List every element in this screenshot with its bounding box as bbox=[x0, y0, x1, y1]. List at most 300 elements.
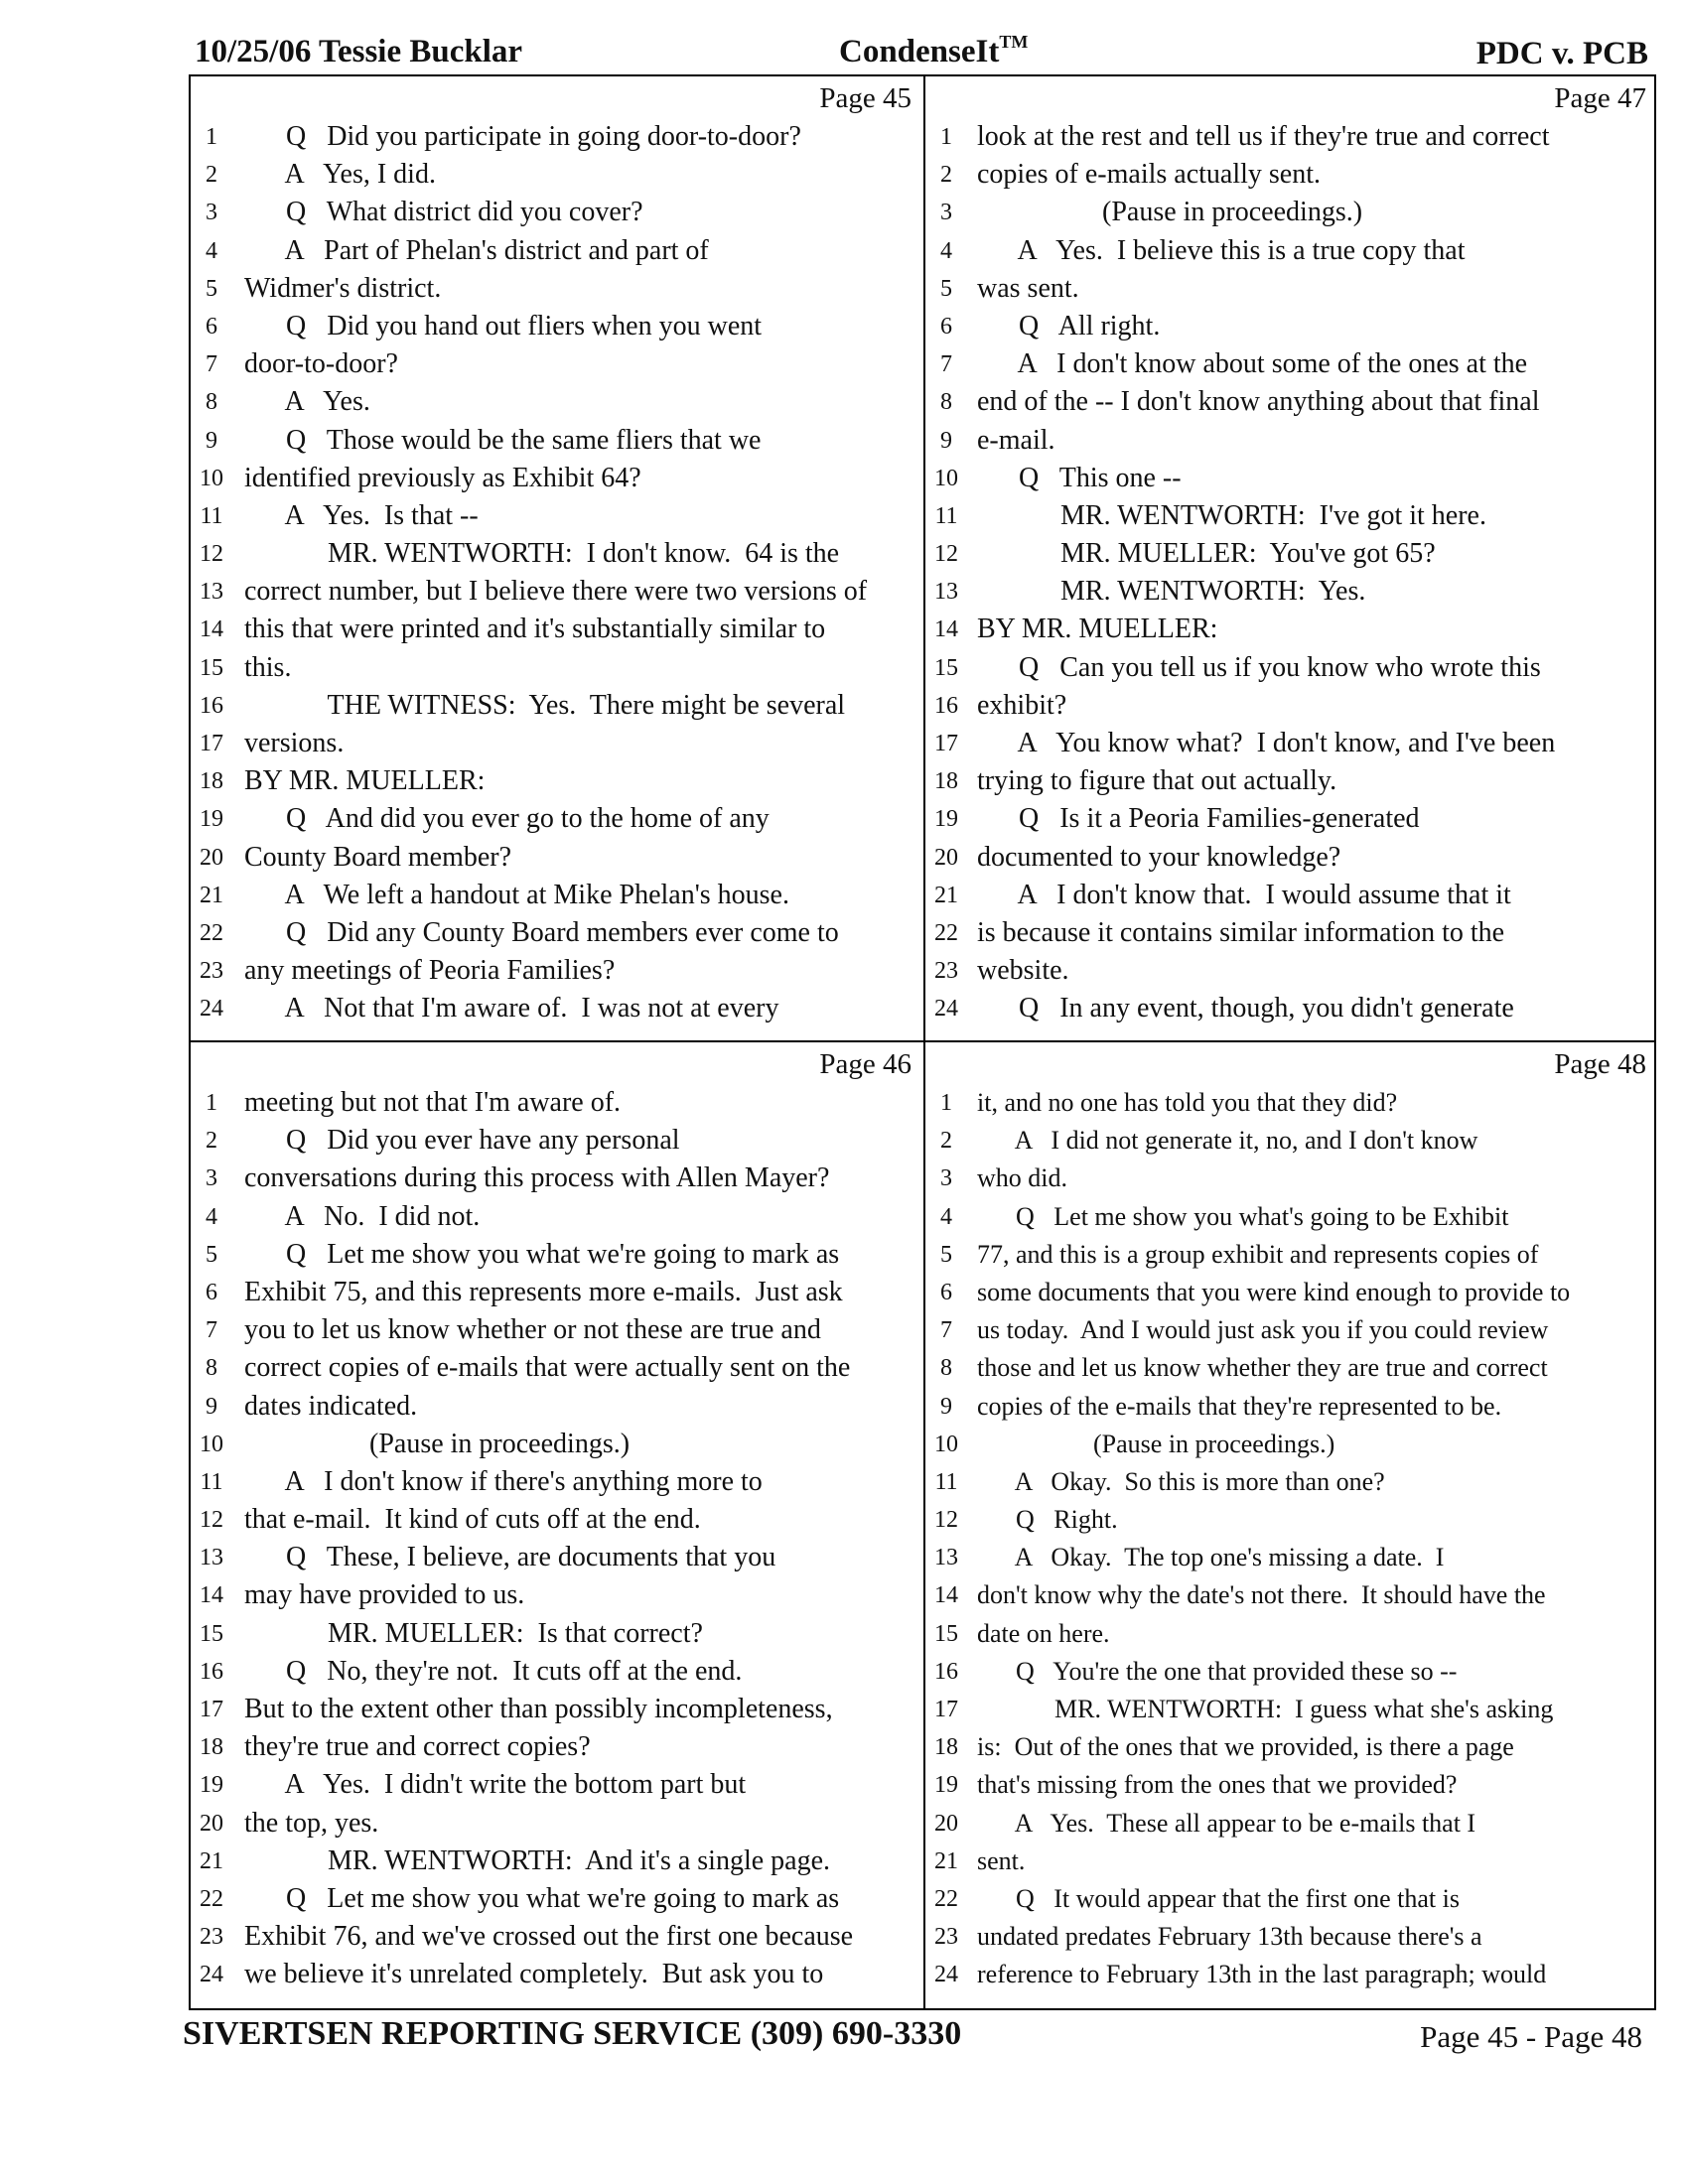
transcript-line bbox=[191, 460, 923, 497]
line-text: 77, and this is a group exhibit and represents copies of bbox=[977, 1239, 1539, 1269]
transcript-line bbox=[925, 611, 1658, 648]
line-text: us today. And I would just ask you if you could review bbox=[977, 1315, 1549, 1345]
line-number: 18 bbox=[200, 1734, 223, 1761]
line-text: A I don't know about some of the ones at the bbox=[977, 348, 1528, 380]
line-text: (Pause in proceedings.) bbox=[977, 197, 1363, 228]
line-number: 11 bbox=[934, 502, 958, 529]
line-number: 17 bbox=[200, 1697, 223, 1722]
line-text: that e-mail. It kind of cuts off at the end. bbox=[244, 1504, 701, 1536]
transcript-line bbox=[191, 952, 923, 990]
transcript-line bbox=[191, 1843, 923, 1880]
line-number: 13 bbox=[200, 1545, 223, 1571]
transcript-line bbox=[925, 649, 1658, 687]
transcript-line bbox=[925, 1236, 1658, 1274]
line-text: Exhibit 76, and we've crossed out the first one because bbox=[244, 1921, 854, 1953]
transcript-line bbox=[925, 1766, 1658, 1804]
line-number: 8 bbox=[206, 389, 217, 416]
trademark-mark: TM bbox=[999, 32, 1029, 52]
transcript-line bbox=[925, 383, 1658, 421]
line-text: A Yes. I didn't write the bottom part but bbox=[244, 1769, 747, 1801]
transcript-line bbox=[191, 877, 923, 914]
transcript-line bbox=[191, 1349, 923, 1387]
line-number: 22 bbox=[200, 1885, 223, 1912]
transcript-line bbox=[925, 460, 1658, 497]
line-number: 16 bbox=[200, 692, 223, 719]
transcript-line bbox=[191, 345, 923, 383]
line-number: 11 bbox=[200, 502, 223, 529]
line-text: A Yes. Is that -- bbox=[244, 499, 479, 531]
line-number: 16 bbox=[200, 1658, 223, 1685]
line-text: Q All right. bbox=[977, 310, 1161, 341]
transcript-line bbox=[925, 232, 1658, 270]
line-text: end of the -- I don't know anything about that final bbox=[977, 386, 1540, 418]
transcript-line bbox=[191, 990, 923, 1027]
line-number: 24 bbox=[934, 996, 958, 1023]
line-text: who did. bbox=[977, 1163, 1067, 1193]
transcript-line bbox=[191, 1728, 923, 1766]
transcript-line bbox=[925, 1311, 1658, 1349]
line-number: 17 bbox=[200, 731, 223, 756]
transcript-page-panel bbox=[191, 76, 923, 1040]
line-number: 7 bbox=[940, 351, 952, 378]
line-number: 1 bbox=[206, 124, 217, 150]
line-number: 14 bbox=[934, 1582, 958, 1609]
transcript-line bbox=[925, 1691, 1658, 1728]
transcript-line bbox=[925, 1728, 1658, 1766]
line-number: 7 bbox=[206, 1317, 217, 1344]
transcript-page-panel bbox=[191, 1042, 923, 2008]
line-number: 24 bbox=[200, 1962, 223, 1988]
transcript-line bbox=[925, 1880, 1658, 1918]
line-text: MR. WENTWORTH: And it's a single page. bbox=[244, 1844, 831, 1876]
line-number: 2 bbox=[206, 162, 217, 189]
line-number: 9 bbox=[940, 1393, 952, 1420]
line-text: A Okay. So this is more than one? bbox=[977, 1466, 1385, 1496]
line-text: look at the rest and tell us if they're true and correct bbox=[977, 121, 1550, 152]
line-text: A We left a handout at Mike Phelan's house. bbox=[244, 879, 789, 910]
line-number: 11 bbox=[934, 1468, 958, 1495]
line-text: copies of the e-mails that they're represented to be. bbox=[977, 1391, 1502, 1421]
line-text: A Yes. I believe this is a true copy that bbox=[977, 234, 1466, 266]
line-text: Q What district did you cover? bbox=[244, 197, 643, 228]
line-number: 18 bbox=[934, 1734, 958, 1761]
header-product bbox=[839, 32, 1028, 70]
line-text: those and let us know whether they are true and correct bbox=[977, 1353, 1548, 1383]
line-number: 6 bbox=[206, 1279, 217, 1305]
transcript-line bbox=[925, 497, 1658, 535]
transcript-line bbox=[925, 422, 1658, 460]
reporting-service: SIVERTSEN REPORTING SERVICE (309) 690-3330 bbox=[183, 2015, 962, 2052]
line-text: Q Did any County Board members ever come to bbox=[244, 916, 839, 948]
transcript-lines bbox=[925, 1084, 1658, 1994]
line-number: 9 bbox=[940, 427, 952, 454]
transcript-line bbox=[925, 1198, 1658, 1236]
line-number: 2 bbox=[940, 1128, 952, 1155]
line-text: some documents that you were kind enough to provide to bbox=[977, 1277, 1571, 1306]
transcript-line bbox=[191, 649, 923, 687]
line-number: 24 bbox=[200, 996, 223, 1023]
transcript-line bbox=[191, 1388, 923, 1426]
line-number: 5 bbox=[206, 275, 217, 302]
transcript-line bbox=[925, 914, 1658, 952]
transcript-line bbox=[191, 232, 923, 270]
page-number-label: Page 47 bbox=[1554, 82, 1646, 114]
line-text: County Board member? bbox=[244, 841, 512, 873]
transcript-lines bbox=[925, 118, 1658, 1028]
transcript-line bbox=[191, 1576, 923, 1614]
transcript-line bbox=[191, 156, 923, 194]
line-number: 6 bbox=[940, 1279, 952, 1305]
line-number: 3 bbox=[940, 200, 952, 226]
transcript-line bbox=[191, 535, 923, 573]
line-number: 7 bbox=[940, 1317, 952, 1344]
transcript-line bbox=[925, 1122, 1658, 1160]
line-text: Q These, I believe, are documents that you bbox=[244, 1542, 776, 1573]
line-number: 1 bbox=[940, 1090, 952, 1116]
line-number: 20 bbox=[200, 1810, 223, 1837]
line-text: Q Can you tell us if you know who wrote this bbox=[977, 651, 1541, 683]
line-number: 6 bbox=[206, 313, 217, 340]
transcript-line bbox=[191, 1236, 923, 1274]
line-text: A Part of Phelan's district and part of bbox=[244, 234, 709, 266]
page-number-label: Page 46 bbox=[819, 1048, 912, 1080]
header-date-witness: 10/25/06 Tessie Bucklar bbox=[195, 34, 523, 69]
line-number: 12 bbox=[200, 1507, 223, 1534]
line-text: this. bbox=[244, 651, 292, 683]
transcript-line bbox=[191, 1539, 923, 1576]
transcript-line bbox=[925, 1918, 1658, 1956]
transcript-grid bbox=[189, 74, 1656, 2010]
transcript-line bbox=[925, 194, 1658, 231]
transcript-line bbox=[191, 1311, 923, 1349]
line-text: A Not that I'm aware of. I was not at every bbox=[244, 993, 779, 1024]
transcript-line bbox=[925, 1349, 1658, 1387]
line-number: 19 bbox=[934, 1772, 958, 1799]
transcript-line bbox=[925, 725, 1658, 762]
line-number: 23 bbox=[934, 958, 958, 985]
page-number-label: Page 48 bbox=[1554, 1048, 1646, 1080]
line-text: A Yes. bbox=[244, 386, 370, 418]
transcript-line bbox=[925, 1843, 1658, 1880]
line-text: BY MR. MUELLER: bbox=[244, 765, 486, 797]
line-number: 16 bbox=[934, 1658, 958, 1685]
transcript-line bbox=[191, 914, 923, 952]
line-number: 24 bbox=[934, 1962, 958, 1988]
line-number: 12 bbox=[200, 541, 223, 568]
line-text: Q In any event, though, you didn't generate bbox=[977, 993, 1514, 1024]
line-number: 7 bbox=[206, 351, 217, 378]
line-number: 4 bbox=[206, 237, 217, 264]
line-number: 22 bbox=[200, 919, 223, 946]
line-text: e-mail. bbox=[977, 424, 1055, 456]
transcript-line bbox=[925, 156, 1658, 194]
footer-page-range: Page 45 - Page 48 bbox=[1420, 2019, 1642, 2054]
line-number: 15 bbox=[934, 654, 958, 681]
line-text: Q Did you hand out fliers when you went bbox=[244, 310, 763, 341]
line-number: 8 bbox=[206, 1355, 217, 1382]
line-text: A Okay. The top one's missing a date. I bbox=[977, 1543, 1445, 1572]
line-text: A No. I did not. bbox=[244, 1200, 481, 1232]
line-text: Q No, they're not. It cuts off at the end. bbox=[244, 1655, 743, 1687]
line-number: 6 bbox=[940, 313, 952, 340]
line-number: 23 bbox=[200, 958, 223, 985]
transcript-line bbox=[191, 270, 923, 308]
line-text: sent. bbox=[977, 1845, 1026, 1875]
transcript-line bbox=[191, 422, 923, 460]
line-text: Q You're the one that provided these so -- bbox=[977, 1656, 1458, 1686]
line-number: 13 bbox=[934, 579, 958, 606]
transcript-line bbox=[191, 762, 923, 800]
line-number: 22 bbox=[934, 919, 958, 946]
transcript-line bbox=[191, 725, 923, 762]
line-text: we believe it's unrelated completely. But ask you to bbox=[244, 1959, 824, 1990]
transcript-line bbox=[925, 1576, 1658, 1614]
line-text: MR. MUELLER: You've got 65? bbox=[977, 538, 1436, 570]
page-number-label: Page 45 bbox=[819, 82, 912, 114]
transcript-line bbox=[191, 1426, 923, 1463]
transcript-line bbox=[191, 1463, 923, 1501]
vertical-divider bbox=[923, 76, 925, 2008]
line-number: 5 bbox=[206, 1241, 217, 1268]
line-text: THE WITNESS: Yes. There might be several bbox=[244, 689, 846, 721]
header-case: PDC v. PCB bbox=[1475, 36, 1648, 71]
line-text: Q Is it a Peoria Families-generated bbox=[977, 803, 1420, 835]
line-text: that's missing from the ones that we provided? bbox=[977, 1770, 1458, 1800]
line-number: 12 bbox=[934, 541, 958, 568]
transcript-line bbox=[925, 952, 1658, 990]
line-text: MR. WENTWORTH: I don't know. 64 is the bbox=[244, 538, 840, 570]
transcript-line bbox=[191, 1653, 923, 1691]
line-text: you to let us know whether or not these are true and bbox=[244, 1314, 821, 1346]
transcript-line bbox=[925, 1501, 1658, 1539]
line-number: 22 bbox=[934, 1885, 958, 1912]
transcript-line bbox=[191, 800, 923, 838]
horizontal-divider bbox=[191, 1040, 1654, 1042]
transcript-line bbox=[925, 1274, 1658, 1311]
line-number: 11 bbox=[200, 1468, 223, 1495]
transcript-line bbox=[191, 1918, 923, 1956]
line-number: 20 bbox=[934, 844, 958, 871]
line-number: 13 bbox=[934, 1545, 958, 1571]
transcript-line bbox=[925, 1160, 1658, 1197]
transcript-page-panel bbox=[925, 1042, 1658, 2008]
line-number: 23 bbox=[934, 1924, 958, 1951]
line-number: 23 bbox=[200, 1924, 223, 1951]
line-number: 21 bbox=[200, 882, 223, 908]
line-text: they're true and correct copies? bbox=[244, 1731, 591, 1763]
line-text: it, and no one has told you that they did? bbox=[977, 1088, 1398, 1117]
transcript-line bbox=[925, 839, 1658, 877]
transcript-line bbox=[925, 1956, 1658, 1993]
transcript-lines bbox=[191, 118, 923, 1028]
transcript-line bbox=[191, 1766, 923, 1804]
transcript-line bbox=[925, 270, 1658, 308]
line-number: 19 bbox=[200, 806, 223, 833]
line-text: don't know why the date's not there. It should have the bbox=[977, 1580, 1546, 1610]
line-text: website. bbox=[977, 955, 1069, 987]
line-text: conversations during this process with Allen Mayer? bbox=[244, 1162, 830, 1194]
transcript-line bbox=[191, 687, 923, 725]
transcript-line bbox=[191, 1615, 923, 1653]
line-text: date on here. bbox=[977, 1618, 1110, 1648]
transcript-line bbox=[925, 1805, 1658, 1843]
transcript-line bbox=[925, 1539, 1658, 1576]
line-number: 9 bbox=[206, 427, 217, 454]
line-text: But to the extent other than possibly incompleteness, bbox=[244, 1694, 833, 1724]
line-number: 19 bbox=[200, 1772, 223, 1799]
line-text: copies of e-mails actually sent. bbox=[977, 159, 1321, 191]
line-text: Q Did you participate in going door-to-door? bbox=[244, 121, 801, 152]
document-header bbox=[189, 30, 1658, 73]
line-number: 17 bbox=[934, 731, 958, 756]
line-number: 3 bbox=[206, 1165, 217, 1192]
line-text: Q Did you ever have any personal bbox=[244, 1125, 680, 1157]
line-number: 5 bbox=[940, 1241, 952, 1268]
line-text: correct copies of e-mails that were actually sent on the bbox=[244, 1352, 851, 1384]
line-number: 20 bbox=[200, 844, 223, 871]
transcript-line bbox=[925, 687, 1658, 725]
line-number: 10 bbox=[934, 465, 958, 491]
line-number: 9 bbox=[206, 1393, 217, 1420]
transcript-line bbox=[925, 1388, 1658, 1426]
transcript-line bbox=[925, 877, 1658, 914]
line-number: 1 bbox=[206, 1090, 217, 1116]
line-text: Exhibit 75, and this represents more e-mails. Just ask bbox=[244, 1276, 843, 1307]
line-text: Q And did you ever go to the home of any bbox=[244, 803, 770, 835]
transcript-line bbox=[191, 497, 923, 535]
line-text: Q Right. bbox=[977, 1505, 1118, 1535]
line-number: 10 bbox=[200, 1431, 223, 1457]
line-text: (Pause in proceedings.) bbox=[244, 1428, 631, 1459]
line-text: exhibit? bbox=[977, 689, 1067, 721]
line-number: 1 bbox=[940, 124, 952, 150]
line-text: Q This one -- bbox=[977, 462, 1182, 493]
line-text: A Yes. These all appear to be e-mails that I bbox=[977, 1808, 1476, 1838]
line-text: BY MR. MUELLER: bbox=[977, 614, 1218, 645]
line-text: MR. WENTWORTH: I guess what she's asking bbox=[977, 1695, 1554, 1723]
transcript-line bbox=[191, 839, 923, 877]
line-number: 17 bbox=[934, 1697, 958, 1722]
line-text: A I don't know if there's anything more to bbox=[244, 1465, 763, 1497]
transcript-lines bbox=[191, 1084, 923, 1994]
line-number: 4 bbox=[206, 1203, 217, 1230]
line-text: MR. WENTWORTH: I've got it here. bbox=[977, 499, 1486, 531]
line-text: (Pause in proceedings.) bbox=[977, 1429, 1335, 1458]
line-text: A I don't know that. I would assume that it bbox=[977, 879, 1511, 910]
transcript-line bbox=[925, 1084, 1658, 1122]
line-number: 13 bbox=[200, 579, 223, 606]
line-number: 21 bbox=[200, 1847, 223, 1874]
transcript-line bbox=[191, 1122, 923, 1160]
transcript-line bbox=[925, 118, 1658, 156]
line-number: 8 bbox=[940, 1355, 952, 1382]
line-number: 2 bbox=[206, 1128, 217, 1155]
line-text: dates indicated. bbox=[244, 1390, 418, 1422]
line-text: Q Let me show you what we're going to mark as bbox=[244, 1882, 840, 1914]
line-text: is because it contains similar information to the bbox=[977, 916, 1505, 948]
line-number: 3 bbox=[940, 1165, 952, 1192]
line-number: 21 bbox=[934, 1847, 958, 1874]
line-text: A I did not generate it, no, and I don't know bbox=[977, 1126, 1478, 1156]
transcript-line bbox=[191, 194, 923, 231]
line-text: reference to February 13th in the last paragraph; would bbox=[977, 1960, 1547, 1989]
line-text: Q Let me show you what we're going to mark as bbox=[244, 1238, 840, 1270]
line-text: was sent. bbox=[977, 272, 1079, 304]
line-number: 15 bbox=[200, 654, 223, 681]
line-text: versions. bbox=[244, 728, 345, 758]
transcript-line bbox=[191, 1501, 923, 1539]
line-number: 2 bbox=[940, 162, 952, 189]
transcript-line bbox=[191, 383, 923, 421]
transcript-line bbox=[925, 573, 1658, 611]
line-number: 14 bbox=[200, 1582, 223, 1609]
transcript-line bbox=[191, 1274, 923, 1311]
product-name: CondenseIt bbox=[839, 34, 1000, 69]
line-number: 21 bbox=[934, 882, 958, 908]
transcript-line bbox=[925, 1426, 1658, 1463]
line-text: meeting but not that I'm aware of. bbox=[244, 1087, 622, 1118]
line-text: door-to-door? bbox=[244, 348, 398, 380]
line-number: 8 bbox=[940, 389, 952, 416]
transcript-line bbox=[925, 1653, 1658, 1691]
line-number: 10 bbox=[200, 465, 223, 491]
line-text: the top, yes. bbox=[244, 1807, 379, 1839]
line-text: documented to your knowledge? bbox=[977, 841, 1341, 873]
line-number: 14 bbox=[934, 616, 958, 643]
line-number: 16 bbox=[934, 692, 958, 719]
line-number: 19 bbox=[934, 806, 958, 833]
transcript-line bbox=[191, 611, 923, 648]
line-text: this that were printed and it's substantially similar to bbox=[244, 614, 826, 645]
line-number: 10 bbox=[934, 1431, 958, 1457]
line-number: 20 bbox=[934, 1810, 958, 1837]
transcript-line bbox=[191, 1956, 923, 1993]
transcript-line bbox=[191, 1160, 923, 1197]
line-text: MR. WENTWORTH: Yes. bbox=[977, 576, 1366, 608]
line-number: 15 bbox=[200, 1620, 223, 1647]
transcript-line bbox=[191, 1880, 923, 1918]
line-text: trying to figure that out actually. bbox=[977, 765, 1337, 797]
transcript-line bbox=[191, 573, 923, 611]
transcript-line bbox=[191, 1198, 923, 1236]
line-number: 4 bbox=[940, 237, 952, 264]
transcript-line bbox=[191, 1805, 923, 1843]
line-text: correct number, but I believe there were two versions of bbox=[244, 576, 868, 608]
line-text: may have provided to us. bbox=[244, 1579, 525, 1611]
transcript-line bbox=[191, 308, 923, 345]
transcript-page-panel bbox=[925, 76, 1658, 1040]
transcript-line bbox=[191, 118, 923, 156]
line-text: any meetings of Peoria Families? bbox=[244, 955, 616, 987]
transcript-line bbox=[925, 1615, 1658, 1653]
transcript-line bbox=[925, 762, 1658, 800]
line-number: 15 bbox=[934, 1620, 958, 1647]
line-text: MR. MUELLER: Is that correct? bbox=[244, 1617, 703, 1649]
document-footer bbox=[179, 2015, 1668, 2065]
line-text: A Yes, I did. bbox=[244, 159, 436, 191]
line-text: identified previously as Exhibit 64? bbox=[244, 462, 641, 493]
transcript-line bbox=[191, 1084, 923, 1122]
line-text: Q Let me show you what's going to be Exhibit bbox=[977, 1201, 1509, 1231]
transcript-line bbox=[925, 308, 1658, 345]
line-number: 5 bbox=[940, 275, 952, 302]
line-text: Q Those would be the same fliers that we bbox=[244, 424, 762, 456]
transcript-line bbox=[925, 990, 1658, 1027]
line-text: undated predates February 13th because there's a bbox=[977, 1922, 1482, 1952]
line-text: Q It would appear that the first one that is bbox=[977, 1883, 1460, 1913]
line-text: is: Out of the ones that we provided, is there a page bbox=[977, 1732, 1514, 1762]
line-text: Widmer's district. bbox=[244, 272, 442, 304]
